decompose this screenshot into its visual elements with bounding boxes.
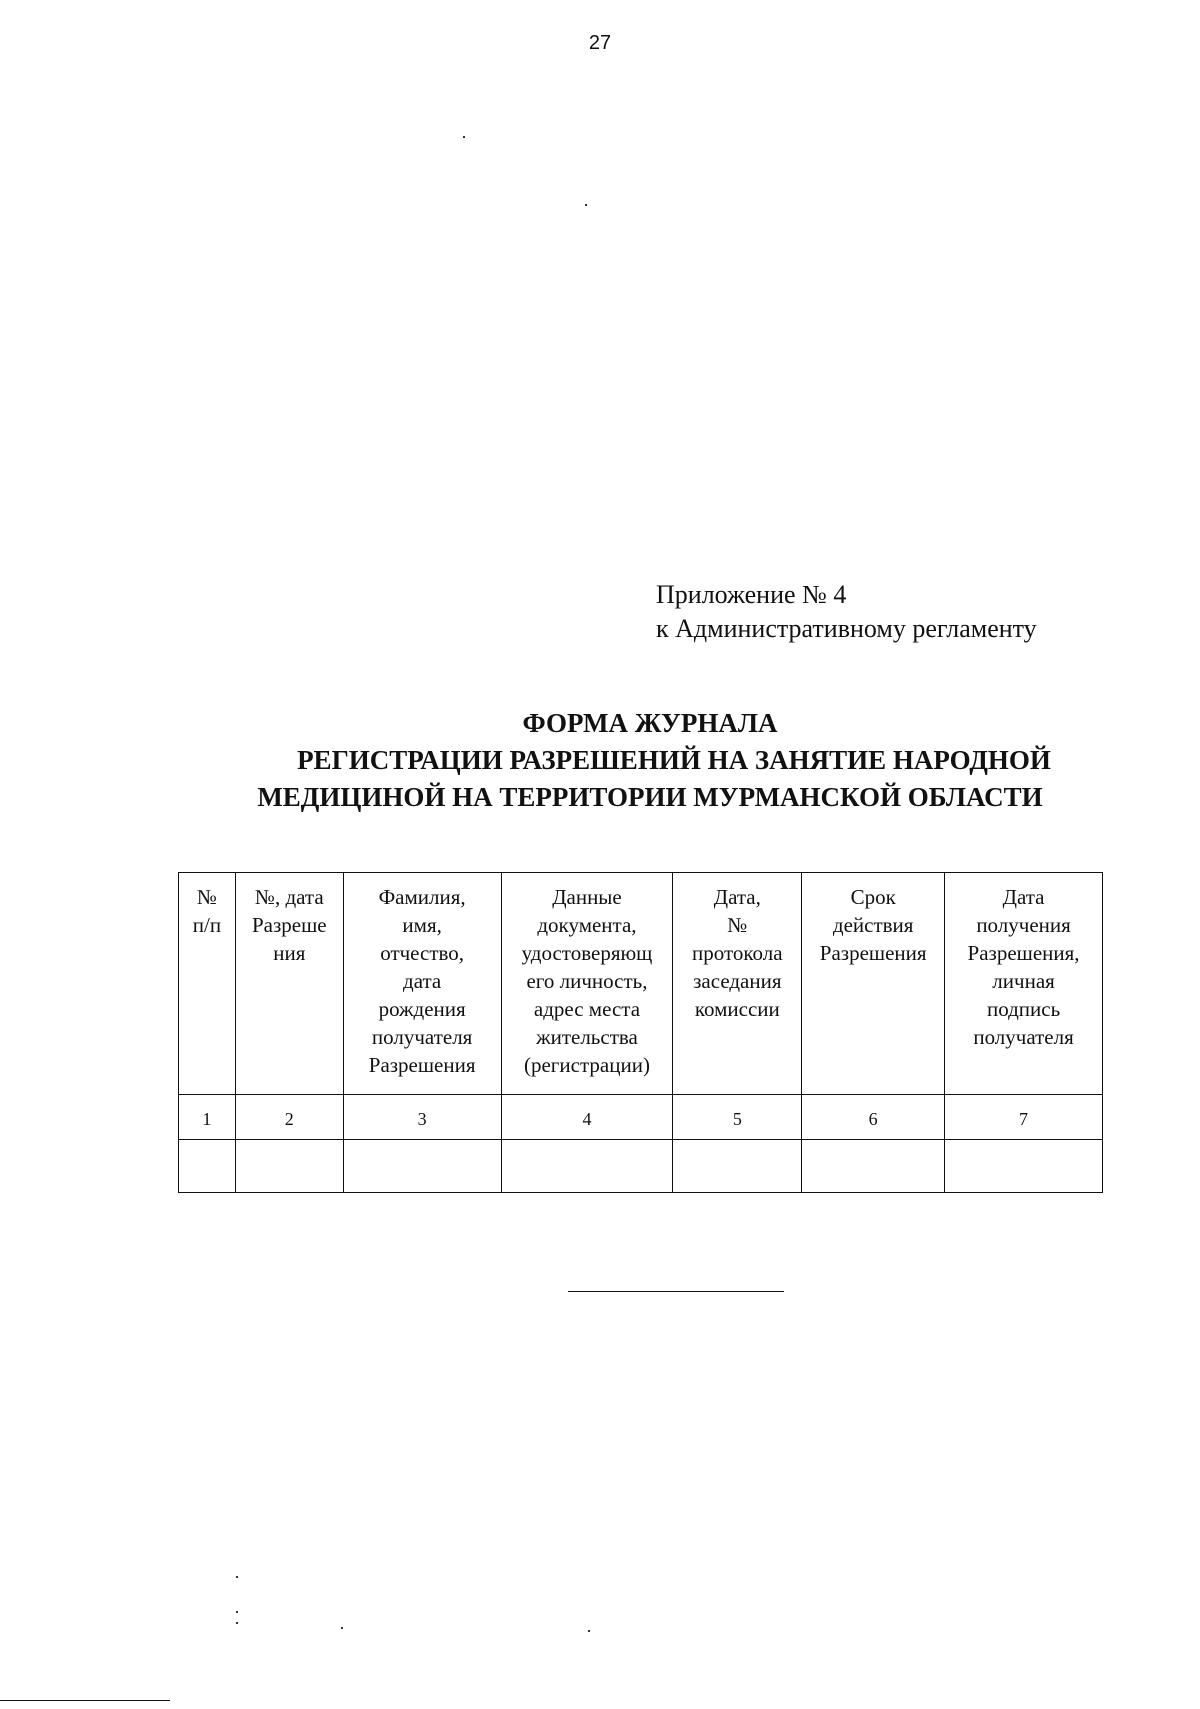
- header-line: удостоверяющ: [521, 941, 653, 965]
- empty-entry-row: [179, 1140, 1103, 1193]
- header-line: Данные: [552, 885, 622, 909]
- bottom-edge-rule: [0, 1700, 170, 1701]
- table-header-row: [179, 873, 1103, 1095]
- scan-speck: [588, 1630, 590, 1632]
- scan-speck: [463, 136, 465, 138]
- header-line: п/п: [192, 913, 222, 937]
- header-line: №: [727, 913, 748, 937]
- header-line: Дата: [1002, 885, 1045, 909]
- header-line: получателя: [973, 1025, 1074, 1049]
- registration-journal-table: [178, 872, 1103, 1193]
- header-line: рождения: [378, 997, 466, 1021]
- closing-rule: [568, 1291, 784, 1292]
- scan-speck: [236, 1576, 238, 1578]
- empty-cell: [673, 1140, 802, 1193]
- header-line: Фамилия,: [378, 885, 466, 909]
- empty-cell: [343, 1140, 501, 1193]
- header-line: Разреше: [251, 913, 327, 937]
- column-number-cell: 3: [343, 1095, 501, 1140]
- empty-cell: [802, 1140, 945, 1193]
- column-number-cell: 6: [802, 1095, 945, 1140]
- column-number-cell: 2: [235, 1095, 343, 1140]
- header-line: отчество,: [380, 941, 465, 965]
- header-cell-validity: [802, 873, 945, 1095]
- scan-speck: [236, 1611, 238, 1613]
- appendix-regulation: к Административному регламенту: [656, 614, 1037, 643]
- empty-cell: [501, 1140, 673, 1193]
- header-line: (регистрации): [523, 1053, 650, 1077]
- header-cell-receipt-signature: [945, 873, 1103, 1095]
- header-line: получения: [976, 913, 1071, 937]
- header-line: заседания: [693, 969, 782, 993]
- header-line: ния: [273, 941, 306, 965]
- page-number: 27: [588, 32, 612, 54]
- column-number-cell: 7: [945, 1095, 1103, 1140]
- empty-cell: [235, 1140, 343, 1193]
- scan-speck: [236, 1622, 238, 1624]
- header-cell-protocol: [673, 873, 802, 1095]
- header-line: действия: [832, 913, 914, 937]
- appendix-number: Приложение № 4: [656, 580, 847, 609]
- header-line: Дата,: [713, 885, 761, 909]
- header-cell-row-number: [179, 873, 236, 1095]
- header-line: личная: [992, 969, 1055, 993]
- column-number-row: [179, 1095, 1103, 1140]
- header-line: адрес места: [533, 997, 641, 1021]
- header-line: подпись: [986, 997, 1061, 1021]
- column-number-cell: 4: [501, 1095, 673, 1140]
- empty-cell: [945, 1140, 1103, 1193]
- header-line: имя,: [402, 913, 442, 937]
- form-title-line-1: ФОРМА ЖУРНАЛА: [522, 708, 778, 738]
- header-line: Разрешения,: [967, 941, 1080, 965]
- scan-speck: [585, 204, 587, 206]
- header-line: дата: [403, 969, 442, 993]
- scan-speck: [341, 1627, 343, 1629]
- header-line: документа,: [537, 913, 637, 937]
- header-line: получателя: [371, 1025, 473, 1049]
- empty-cell: [179, 1140, 236, 1193]
- header-cell-identity-document: [501, 873, 673, 1095]
- header-line: жительства: [536, 1025, 638, 1049]
- header-line: Разрешения: [368, 1053, 476, 1077]
- header-line: его личность,: [526, 969, 648, 993]
- header-cell-permit-number-date: [235, 873, 343, 1095]
- header-cell-recipient-name: [343, 873, 501, 1095]
- header-line: протокола: [692, 941, 783, 965]
- header-line: №, дата: [254, 885, 324, 909]
- form-title-line-2: РЕГИСТРАЦИИ РАЗРЕШЕНИЙ НА ЗАНЯТИЕ НАРОДНОЙ: [297, 745, 1051, 775]
- header-line: Срок: [850, 885, 896, 909]
- column-number-cell: 5: [673, 1095, 802, 1140]
- column-number-cell: 1: [179, 1095, 236, 1140]
- appendix-reference: [656, 578, 1037, 646]
- form-title: [200, 705, 1100, 816]
- header-line: №: [196, 885, 217, 909]
- form-title-line-3: МЕДИЦИНОЙ НА ТЕРРИТОРИИ МУРМАНСКОЙ ОБЛАСТИ: [257, 782, 1043, 812]
- header-line: Разрешения: [819, 941, 927, 965]
- header-line: комиссии: [694, 997, 780, 1021]
